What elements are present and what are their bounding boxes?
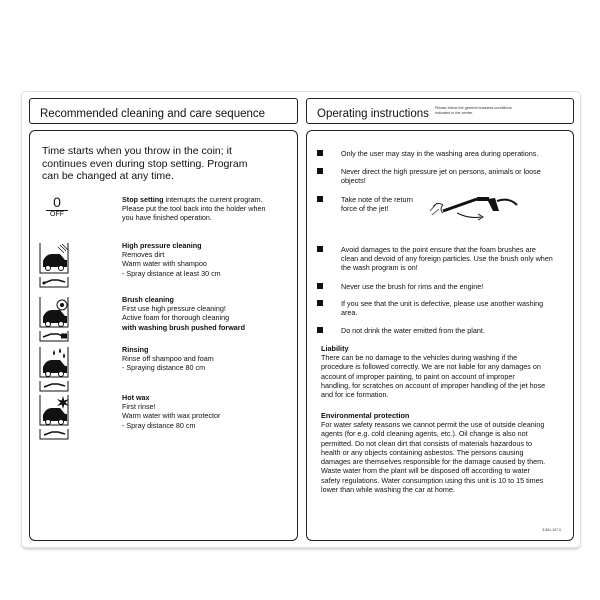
- liability-heading: Liability: [321, 344, 349, 353]
- environment-text: For water safety reasons we cannot permit the use of outside cleaning agents (for e.g. cold cleaning agents, etc.). Oil change is also not permitted. Do not clean dirt that consists of materials hazardous to health or any objects containing asbestos. The persons causing damages are themselves responsible for the damage caused by them. Waste water from the plant will be disposed off according to water safety regulations. Water consumption using this unit is 10 to 15 times lower than while washing the car at home.: [321, 420, 546, 495]
- right-header-title: Operating instructions: [317, 108, 429, 120]
- bullet-square-icon: [317, 300, 323, 306]
- instruction-sign: [22, 92, 580, 547]
- hot-wax-text: Hot wax First rinse! Warm water with wax protector - Spray distance 80 cm: [122, 393, 221, 430]
- bullet-square-icon: [317, 246, 323, 252]
- high-pressure-car-icon: [38, 241, 98, 289]
- liability-text: There can be no damage to the vehicles during washing if the procedure is followed correctly. We are not liable for any damages on account of improper painting, to paint on account of improper handling, for scratches on account of improper handling of the jet hose and for ice formation.: [321, 353, 546, 400]
- brush-cleaning-text: Brush cleaning First use high pressure cleaning! Active foam for thorough cleaning with washing brush pushed forward: [122, 295, 245, 332]
- bullet-square-icon: [317, 327, 323, 333]
- bullet-square-icon: [317, 283, 323, 289]
- operating-instructions-panel: Only the user may stay in the washing area during operations. Never direct the high pressure jet on persons, animals or loose objects! Take note of the return force of the jet! Avoid damages to the point ensure that the foam brushes are clean and devoid of any foreign particles. Use the brush only when the wash program is on! Never use the brush for rims and the engine! If you see that the unit is defective, please use another washing area. Do not drink the water emitted from the plant. Liability There can be no damage to the vehicles during washing if the procedure is followed correctly. We are not liable for any damages on account of improper painting, to paint on account of improper handling, for scratches on account of improper handling of the jet hose and for ice formation. Environmental protection For water safety reasons we cannot permit the use of outside cleaning agents (for e.g. cold cleaning agents, etc.). Oil change is also not permitted. Do not clean dirt that consists of materials hazardous to health or any objects containing asbestos. The persons causing damages are themselves responsible for the damage caused by them. Waste water from the plant will be disposed off according to water safety regulations. Water consumption using this unit is 10 to 15 times lower than while washing the car at home. 5.961-197.0: [306, 130, 574, 541]
- intro-text: Time starts when you throw in the coin; it continues even during stop setting. Program can be changed at any time.: [42, 145, 248, 182]
- right-header-bar: [306, 98, 574, 124]
- environment-heading: Environmental protection: [321, 411, 410, 420]
- business-conditions-note: Please follow the general business conditions indicated in the centre.: [435, 106, 512, 115]
- stop-setting-text: Stop setting interrupts the current program. Please put the tool back into the holder when you have finished operation.: [122, 195, 266, 223]
- bullet-square-icon: [317, 168, 323, 174]
- cleaning-sequence-panel: [29, 130, 298, 541]
- rinsing-car-icon: [38, 345, 98, 393]
- spray-lance-icon: [429, 189, 519, 229]
- off-switch-icon: 0 OFF: [44, 195, 70, 219]
- high-pressure-text: High pressure cleaning Removes dirt Warm water with shampoo - Spray distance at least 30 cm: [122, 241, 221, 278]
- left-header-bar: [29, 98, 298, 124]
- brush-car-icon: [38, 295, 98, 343]
- rinsing-text: Rinsing Rinse off shampoo and foam - Spraying distance 80 cm: [122, 345, 214, 373]
- bullet-square-icon: [317, 196, 323, 202]
- left-header-title: Recommended cleaning and care sequence: [40, 108, 266, 120]
- hot-wax-car-icon: [38, 393, 98, 441]
- part-number: 5.961-197.0: [542, 528, 561, 532]
- bullet-square-icon: [317, 150, 323, 156]
